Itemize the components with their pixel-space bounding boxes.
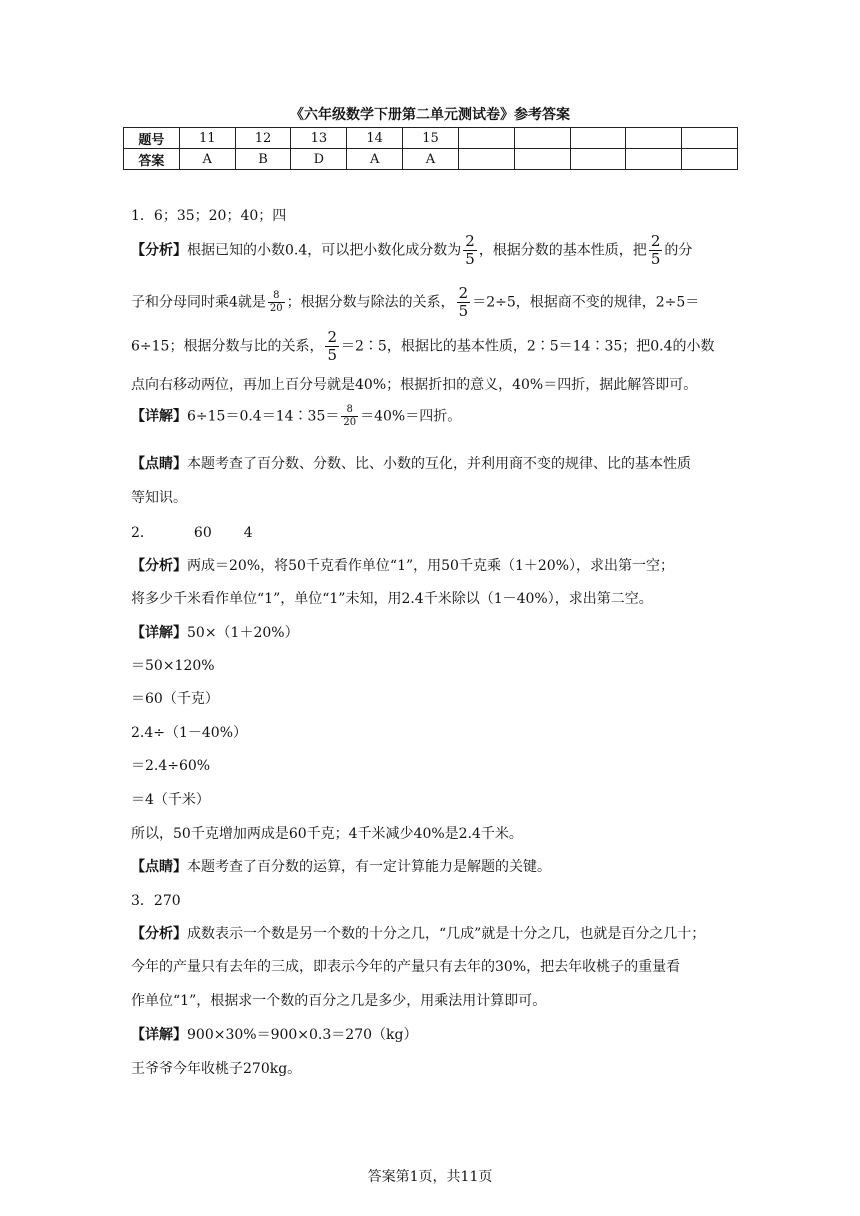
table-cell: 14 <box>347 128 403 149</box>
table-cell <box>682 128 738 149</box>
fraction-denominator: 20 <box>269 303 283 314</box>
q1-remark <box>131 453 691 473</box>
text: 6÷15；根据分数与比的关系， <box>131 338 324 355</box>
answer-blank-2: 4 <box>243 525 253 541</box>
fraction <box>341 405 358 428</box>
table-cell: A <box>347 149 403 170</box>
remark-tag: 【点睛】 <box>131 456 187 472</box>
q3-analysis-line-1 <box>131 923 705 943</box>
fraction-denominator: 20 <box>343 417 357 428</box>
text: 的分 <box>664 242 693 259</box>
text: ＝2÷5，根据商不变的规律，2÷5＝ <box>472 294 700 311</box>
table-header-cell: 题号 <box>124 128 180 149</box>
table-cell: 15 <box>403 128 459 149</box>
q1-analysis-line-3 <box>131 330 715 363</box>
solution-tag: 【详解】 <box>131 1027 187 1043</box>
table-cell: 12 <box>235 128 291 149</box>
fraction-denominator: 5 <box>650 250 661 268</box>
remark-tag: 【点睛】 <box>131 859 187 875</box>
fraction <box>325 330 339 363</box>
q1-heading: 1．6；35；20；40；四 <box>131 208 287 224</box>
table-cell: 13 <box>291 128 347 149</box>
fraction <box>457 286 471 319</box>
fraction <box>463 234 477 267</box>
fraction-numerator: 2 <box>650 232 661 250</box>
q2-solution <box>131 622 299 642</box>
text: 6÷15＝0.4＝14∶35＝ <box>187 408 340 425</box>
question-number: 2． <box>131 525 154 541</box>
table-cell <box>682 149 738 170</box>
text: 子和分母同时乘4就是 <box>131 294 266 311</box>
solution-tag: 【详解】 <box>131 625 187 641</box>
table-cell <box>570 128 626 149</box>
answer-table <box>123 127 738 170</box>
table-cell: A <box>179 149 235 170</box>
table-cell <box>570 149 626 170</box>
page-footer: 答案第1页，共11页 <box>367 1169 493 1185</box>
text: 本题考查了百分数的运算，有一定计算能力是解题的关键。 <box>187 859 551 875</box>
fraction-numerator: 2 <box>458 284 469 302</box>
table-cell: 11 <box>179 128 235 149</box>
text: 两成＝20%，将50千克看作单位“1”，用50千克乘（1＋20%），求出第一空； <box>187 558 674 574</box>
answer-blank-1: 60 <box>193 525 212 541</box>
fraction-numerator: 2 <box>327 328 337 346</box>
fraction-numerator: 8 <box>268 291 285 303</box>
text: 根据已知的小数0.4，可以把小数化成分数为 <box>187 242 462 259</box>
q1-remark-cont: 等知识。 <box>131 490 187 506</box>
q2-step: ＝4（千米） <box>131 792 210 808</box>
q2-heading <box>131 522 253 542</box>
text: 50×（1＋20%） <box>187 625 299 641</box>
q1-analysis-line-4: 点向右移动两位，再加上百分号就是40%；根据折扣的意义，40%＝四折，据此解答即可。 <box>131 377 698 393</box>
table-header-cell: 答案 <box>124 149 180 170</box>
text: 900×30%＝900×0.3＝270（kg） <box>187 1027 418 1043</box>
table-cell <box>626 149 682 170</box>
fraction <box>268 291 285 314</box>
q1-solution <box>131 405 461 428</box>
fraction-denominator: 5 <box>458 302 469 320</box>
text: 本题考查了百分数、分数、比、小数的互化，并利用商不变的规律、比的基本性质 <box>187 456 691 472</box>
table-cell <box>626 128 682 149</box>
q2-analysis-line-1 <box>131 555 674 575</box>
table-cell <box>458 128 514 149</box>
text: 成数表示一个数是另一个数的十分之几，“几成”就是十分之几，也就是百分之几十； <box>187 926 706 942</box>
table-cell: A <box>403 149 459 170</box>
text: ；根据分数与除法的关系， <box>286 294 455 311</box>
q1-analysis-line-1 <box>131 234 692 267</box>
table-row-answers <box>124 149 738 170</box>
analysis-tag: 【分析】 <box>131 926 187 942</box>
table-cell <box>458 149 514 170</box>
table-cell <box>514 128 570 149</box>
fraction-numerator: 8 <box>341 405 358 417</box>
q2-step: ＝50×120% <box>131 658 215 674</box>
q3-analysis-line-3: 作单位“1”，根据求一个数的百分之几是多少，用乘法用计算即可。 <box>131 993 547 1009</box>
table-cell <box>514 149 570 170</box>
q2-step: ＝60（千克） <box>131 691 219 707</box>
solution-tag: 【详解】 <box>131 408 187 425</box>
text: ，根据分数的基本性质，把 <box>478 242 647 259</box>
text: ＝40%＝四折。 <box>360 408 462 425</box>
analysis-tag: 【分析】 <box>131 558 187 574</box>
fraction-denominator: 5 <box>465 250 475 268</box>
page-title: 《六年级数学下册第二单元测试卷》参考答案 <box>290 107 570 123</box>
text: ＝2∶5，根据比的基本性质，2∶5＝14∶35；把0.4的小数 <box>341 338 715 355</box>
q2-step: 2.4÷（1－40%） <box>131 725 248 741</box>
q2-analysis-line-2: 将多少千米看作单位“1”，单位“1”未知，用2.4千米除以（1－40%），求出第二空。 <box>131 591 653 607</box>
analysis-tag: 【分析】 <box>131 242 187 259</box>
fraction-numerator: 2 <box>465 232 475 250</box>
q2-remark <box>131 856 551 876</box>
table-cell: D <box>291 149 347 170</box>
q3-analysis-line-2: 今年的产量只有去年的三成，即表示今年的产量只有去年的30%，把去年收桃子的重量看 <box>131 959 681 975</box>
fraction-denominator: 5 <box>327 346 337 364</box>
q2-step: ＝2.4÷60% <box>131 758 211 774</box>
fraction <box>649 234 663 267</box>
q2-conclusion: 所以，50千克增加两成是60千克；4千米减少40%是2.4千米。 <box>131 826 523 842</box>
table-cell: B <box>235 149 291 170</box>
q3-heading: 3．270 <box>131 893 181 909</box>
q3-conclusion: 王爷爷今年收桃子270kg。 <box>131 1061 302 1077</box>
q3-solution <box>131 1024 417 1044</box>
q1-analysis-line-2 <box>131 286 699 319</box>
table-row-numbers <box>124 128 738 149</box>
